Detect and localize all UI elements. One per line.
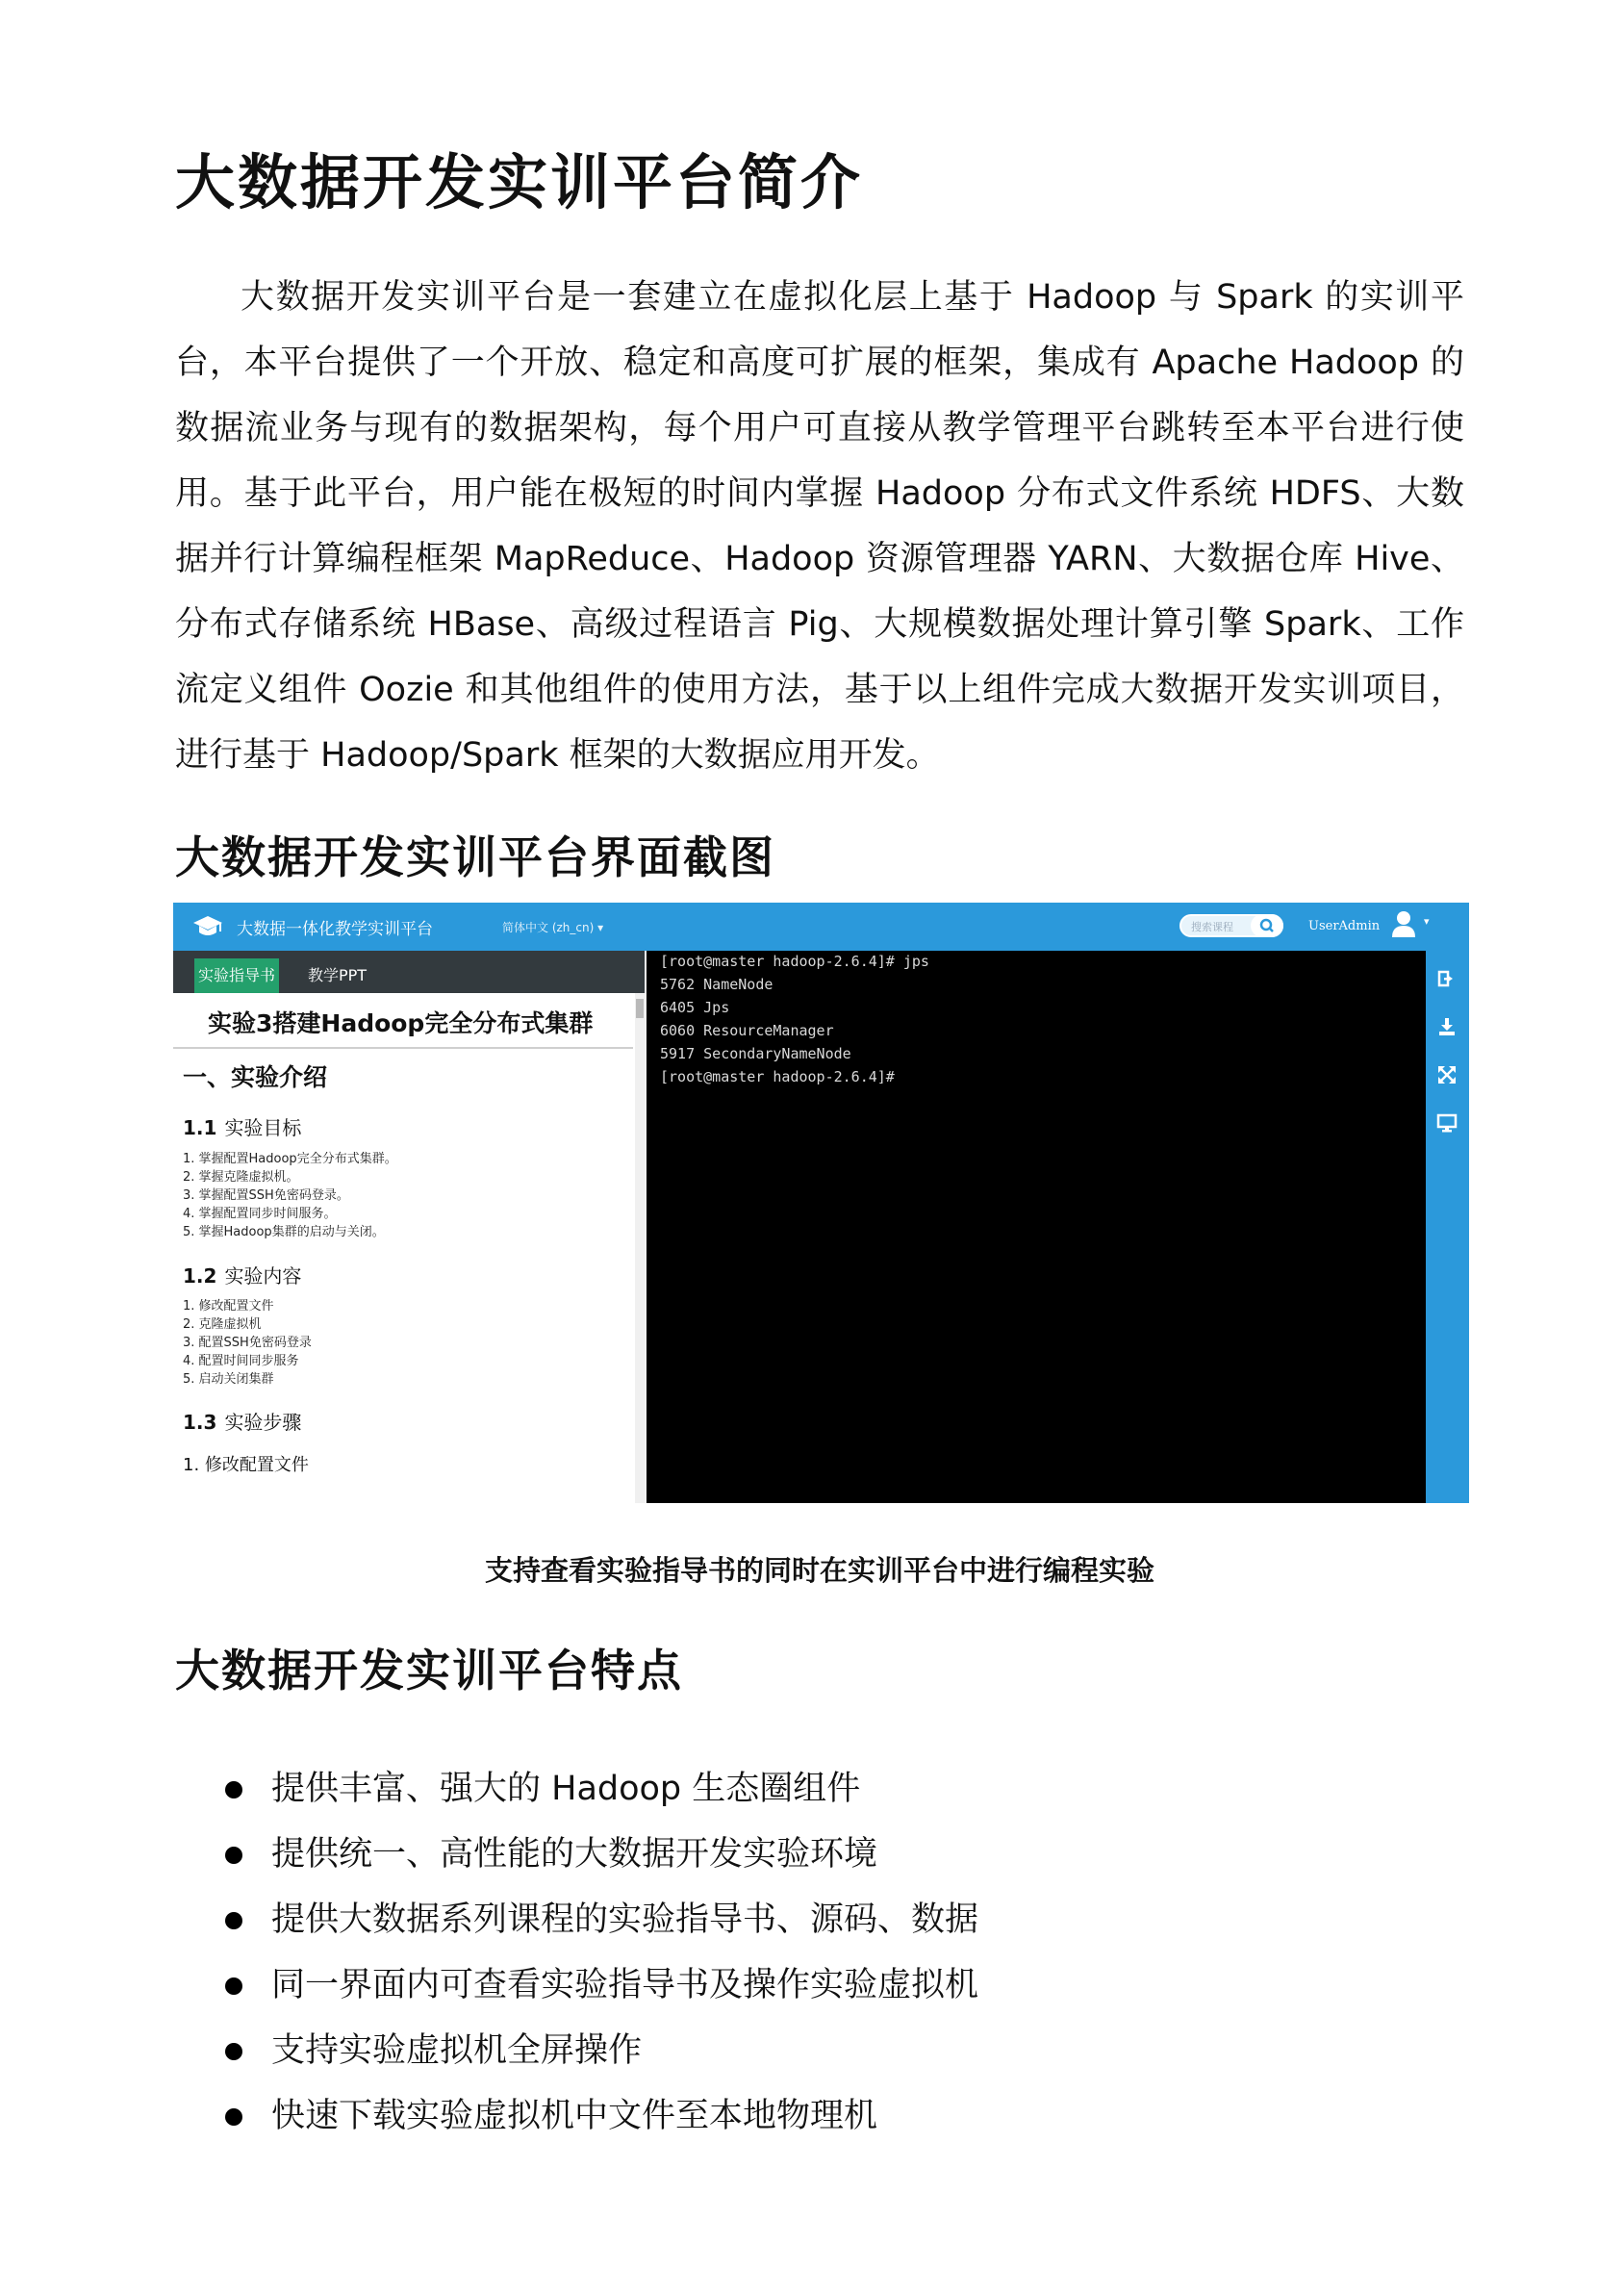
platform-navbar [173, 903, 1469, 951]
list-item [221, 1887, 978, 1952]
feature-text: 提供大数据系列课程的实验指导书、源码、数据 [271, 1901, 979, 1939]
list-item [221, 2018, 978, 2083]
search-button[interactable] [1251, 914, 1283, 937]
list-item: 2. 掌握克隆虚拟机。 [183, 1170, 299, 1185]
monitor-icon[interactable] [1436, 1112, 1458, 1134]
scrollbar-thumb[interactable] [636, 999, 644, 1018]
list-item: 3. 掌握配置SSH免密码登录。 [183, 1188, 349, 1203]
steps-heading [183, 1407, 301, 1435]
list-item: 1. 掌握配置Hadoop完全分布式集群。 [183, 1152, 397, 1166]
bullet-icon [225, 2108, 242, 2126]
chevron-down-icon[interactable]: ▾ [1424, 915, 1430, 928]
course-search[interactable] [1179, 914, 1283, 937]
list-item [221, 2083, 978, 2149]
divider [173, 1047, 633, 1049]
section-title-features: 大数据开发实训平台特点 [175, 1645, 683, 1696]
feature-text: 支持实验虚拟机全屏操作 [271, 2031, 643, 2070]
steps-title: 实验步骤 [224, 1411, 302, 1434]
intro-paragraph: 大数据开发实训平台是一套建立在虚拟化层上基于 Hadoop 与 Spark 的实训平台，本平台提供了一个开放、稳定和高度可扩展的框架，集成有 Apache Hadoop 的数据流业务与现有的数据架构，每个用户可直接从教学管理平台跳转至本平台进行使用。基于此平台，用户能在极短的时间内掌握 Hadoop 分布式文件系统 HDFS、大数据并行计算编程框架 MapReduce、Hadoop 资源管理器 YARN、大数据仓库 Hive、分布式存储系统 HBase、高级过程语言 Pig、大规模数据处理计算引擎 Spark、工作流定义组件 Oozie 和其他组件的使用方法，基于以上组件完成大数据开发实训项目，进行基于 Hadoop/Spark 框架的大数据应用开发。 [175, 278, 1464, 775]
bullet-icon [225, 1781, 242, 1799]
screenshot-caption: 支持查看实验指导书的同时在实训平台中进行编程实验 [484, 1554, 1154, 1587]
fullscreen-icon[interactable] [1436, 1064, 1458, 1085]
lab-title: 实验3搭建Hadoop完全分布式集群 [208, 1009, 594, 1037]
list-item: 2. 克隆虚拟机 [183, 1317, 262, 1332]
language-label: 简体中文 (zh_cn) [502, 921, 595, 934]
user-name[interactable]: UserAdmin [1308, 919, 1381, 933]
vm-terminal[interactable] [647, 951, 1426, 1503]
graduation-cap-icon [192, 914, 223, 939]
guide-scrollbar[interactable] [635, 993, 645, 1503]
goals-number: 1.1 [183, 1116, 217, 1139]
user-avatar-icon[interactable] [1391, 910, 1416, 937]
feature-text: 提供丰富、强大的 Hadoop 生态圈组件 [271, 1770, 861, 1808]
content-title: 实验内容 [224, 1264, 302, 1288]
guide-section-heading: 一、实验介绍 [183, 1063, 328, 1091]
feature-text: 提供统一、高性能的大数据开发实验环境 [271, 1835, 878, 1874]
platform-screenshot [173, 903, 1469, 1503]
terminal-line: 5762 NameNode [660, 976, 773, 993]
content-number: 1.2 [183, 1264, 217, 1288]
platform-brand[interactable]: 大数据一体化教学实训平台 [237, 920, 433, 939]
terminal-line: [root@master hadoop-2.6.4]# [660, 1068, 895, 1085]
goals-title: 实验目标 [224, 1116, 302, 1139]
search-input[interactable]: 搜索课程 [1191, 921, 1233, 933]
exit-icon[interactable] [1436, 968, 1458, 989]
section-title-screenshot: 大数据开发实训平台界面截图 [175, 831, 775, 883]
search-icon [1251, 914, 1283, 937]
list-item: 5. 启动关闭集群 [183, 1372, 274, 1387]
guide-tabs [173, 951, 645, 993]
feature-text: 快速下载实验虚拟机中文件至本地物理机 [271, 2097, 878, 2135]
bullet-icon [225, 2043, 242, 2060]
goals-heading [183, 1112, 301, 1140]
tab-teaching-ppt[interactable]: 教学PPT [308, 966, 368, 984]
content-heading [183, 1261, 301, 1288]
list-item: 3. 配置SSH免密码登录 [183, 1336, 312, 1350]
list-item: 4. 配置时间同步服务 [183, 1354, 299, 1368]
terminal-line: 5917 SecondaryNameNode [660, 1045, 851, 1062]
list-item [221, 1822, 978, 1887]
list-item: 1. 修改配置文件 [183, 1299, 274, 1314]
feature-text: 同一界面内可查看实验指导书及操作实验虚拟机 [271, 1966, 979, 2004]
step-item: 1. 修改配置文件 [183, 1455, 309, 1475]
guide-panel [173, 951, 645, 1503]
bullet-icon [225, 1977, 242, 1995]
goals-list [183, 1150, 397, 1241]
vm-toolbar [1426, 951, 1469, 1503]
list-item [221, 1952, 978, 2018]
tab-lab-guide[interactable]: 实验指导书 [194, 958, 279, 993]
steps-number: 1.3 [183, 1411, 217, 1434]
page-title: 大数据开发实训平台简介 [175, 147, 864, 217]
terminal-line: 6060 ResourceManager [660, 1022, 834, 1039]
content-list [183, 1297, 312, 1389]
list-item [221, 1756, 978, 1822]
bullet-icon [225, 1912, 242, 1929]
bullet-icon [225, 1847, 242, 1864]
language-selector[interactable]: 简体中文 (zh_cn) ▾ [502, 921, 604, 934]
terminal-line: [root@master hadoop-2.6.4]# jps [660, 953, 929, 970]
list-item: 5. 掌握Hadoop集群的启动与关闭。 [183, 1225, 385, 1239]
feature-list [221, 1756, 978, 2149]
download-icon[interactable] [1436, 1016, 1458, 1037]
terminal-line: 6405 Jps [660, 999, 730, 1016]
list-item: 4. 掌握配置同步时间服务。 [183, 1207, 337, 1221]
